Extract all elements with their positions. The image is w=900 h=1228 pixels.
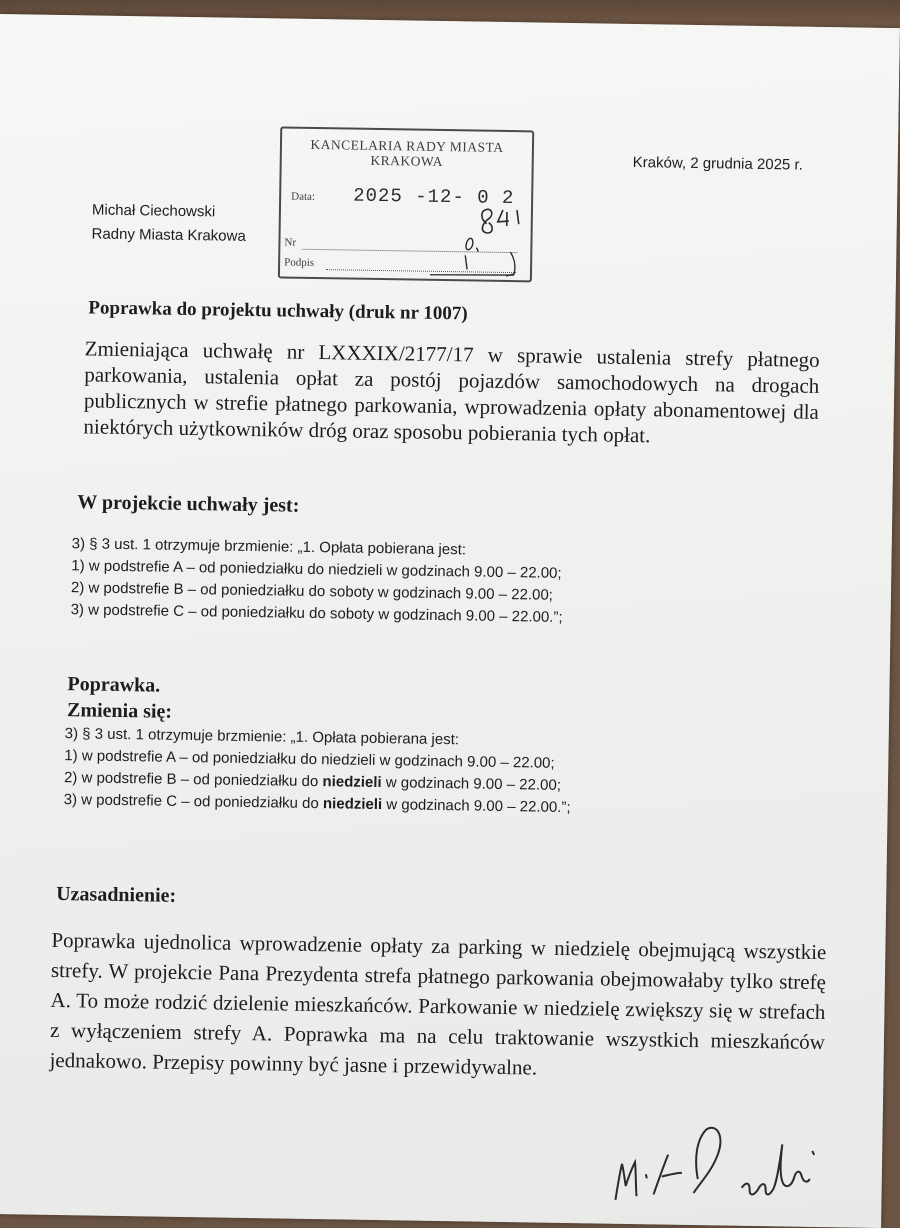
line-b-end: w godzinach 9.00 – 22.00;	[381, 774, 562, 794]
stamp-date-label: Data:	[291, 190, 316, 203]
current-line: 1) w podstrefie A – od poniedziałku do niedzieli w godzinach 9.00 – 22.00;	[71, 557, 562, 582]
current-line: 2) w podstrefie B – od poniedziałku do soboty w godzinach 9.00 – 22.00;	[70, 579, 554, 604]
document-title: Poprawka do projektu uchwały (druk nr 1007)	[88, 297, 468, 325]
amendment-subheading: Zmienia się:	[66, 699, 173, 723]
registry-stamp	[278, 126, 534, 282]
line-c-bold: niedzieli	[322, 795, 383, 814]
stamp-date-value: 2025 -12- 0 2	[353, 184, 515, 210]
stamp-title-line1: KANCELARIA RADY MIASTA	[310, 136, 504, 155]
intro-paragraph: Zmieniająca uchwałę nr LXXXIX/2177/17 w sprawie ustalenia strefy płatnego parkowania, ustalenia opłat za postój pojazdów samochodowych na drogach publicznych w strefie płatnego parkowania, wprowadzenia opłaty abonamentowej dla niektórych użytkowników dróg oraz sposobu pobierania tych opłat.	[83, 336, 820, 448]
current-line: 3) § 3 ust. 1 otrzymuje brzmienie: „1. Opłata pobierana jest:	[71, 535, 467, 559]
author-role: Radny Miasta Krakowa	[91, 225, 246, 245]
stamp-title-line2: KRAKOWA	[370, 152, 444, 169]
amendment-heading: Poprawka.	[67, 673, 161, 697]
stamp-nr-label: Nr	[284, 236, 297, 249]
current-text-list	[70, 533, 563, 629]
handwritten-number-841	[280, 128, 532, 280]
amendment-headings	[67, 671, 173, 725]
author-block	[91, 198, 246, 248]
line-b-start: 2) w podstrefie B – od poniedziałku do	[63, 769, 323, 791]
document-page	[0, 14, 900, 1228]
amendment-line: 1) w podstrefie A – od poniedziałku do niedzieli w godzinach 9.00 – 22.00;	[64, 747, 555, 772]
justification-heading: Uzasadnienie:	[56, 882, 177, 907]
stamp-podpis-label: Podpis	[284, 256, 315, 269]
amendment-line: 3) § 3 ust. 1 otrzymuje brzmienie: „1. Opłata pobierana jest:	[64, 725, 460, 749]
justification-paragraph	[49, 925, 826, 1087]
city-date: Kraków, 2 grudnia 2025 r.	[632, 153, 803, 174]
line-b-bold: niedzieli	[322, 773, 382, 792]
current-line: 3) w podstrefie C – od poniedziałku do soboty w godzinach 9.00 – 22.00.”;	[70, 601, 563, 626]
line-c-end: w godzinach 9.00 – 22.00.”;	[382, 796, 571, 817]
handwritten-signature	[601, 1114, 873, 1218]
author-name: Michał Ciechowski	[91, 201, 216, 221]
amendment-list	[63, 723, 571, 819]
current-text-heading: W projekcie uchwały jest:	[77, 491, 300, 517]
justification-text: Poprawka ujednolica wprowadzenie opłaty za parking w niedzielę obejmującą wszystkie strefy. W projekcie Pana Prezydenta strefa płatnego parkowania obejmowałaby tylko strefę A. To może rodzić dzielenie mieszkańców. Parkowanie w niedzielę zwiększy się w strefach z wyłączeniem strefy A. Poprawka ma na celu traktowanie wszystkich mieszkańców jednakowo. Przepisy powinny być jasne i przewidywalne.	[49, 927, 827, 1080]
line-c-start: 3) w podstrefie C – od poniedziałku do	[63, 791, 324, 813]
